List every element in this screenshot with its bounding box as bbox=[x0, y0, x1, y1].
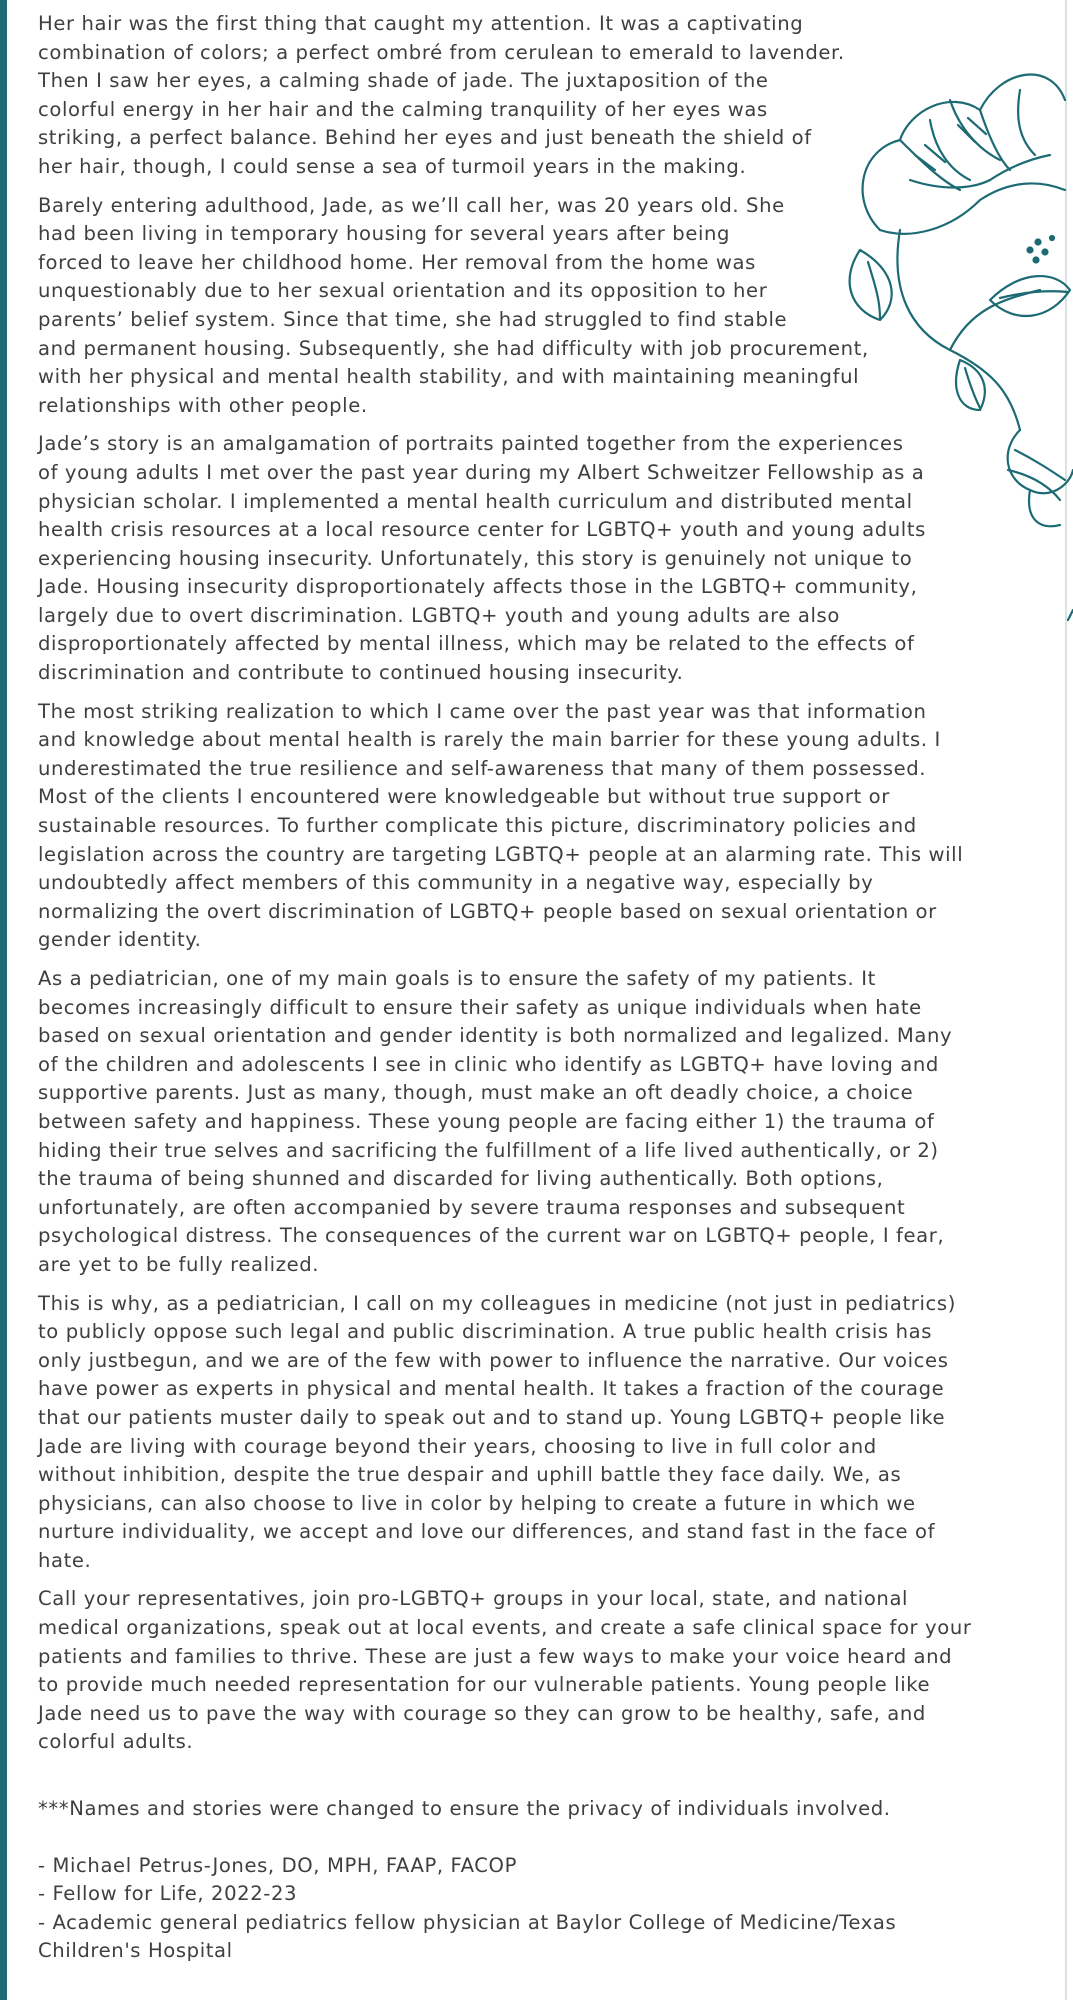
text-line: her hair, though, I could sense a sea of turmoil years in the making. bbox=[38, 154, 747, 178]
text-line: relationships with other people. bbox=[38, 393, 368, 417]
text-line: experiencing housing insecurity. Unfortunately, this story is genuinely not unique to bbox=[38, 546, 913, 570]
text-line: combination of colors; a perfect ombré from cerulean to emerald to lavender. bbox=[38, 40, 845, 64]
text-line: Her hair was the first thing that caught my attention. It was a captivating bbox=[38, 12, 804, 35]
author-affiliation-cont: Children's Hospital bbox=[38, 1939, 233, 1963]
text-line: the trauma of being shunned and discarded for living authentically. Both options, bbox=[38, 1167, 884, 1191]
spacer bbox=[38, 1767, 1066, 1795]
text-line: normalizing the overt discrimination of LGBTQ+ people based on sexual orientation or bbox=[38, 899, 937, 923]
text-line: of the children and adolescents I see in clinic who identify as LGBTQ+ have loving and bbox=[38, 1052, 939, 1076]
paragraph-2 bbox=[38, 192, 1066, 421]
text-line: The most striking realization to which I came over the past year was that information bbox=[38, 699, 927, 723]
text-line: hate. bbox=[38, 1548, 92, 1572]
text-line: patients and families to thrive. These are just a few ways to make your voice heard and bbox=[38, 1644, 953, 1668]
author-signature bbox=[38, 1852, 1066, 1966]
text-line: medical organizations, speak out at local events, and create a safe clinical space for your bbox=[38, 1616, 972, 1640]
paragraph-4 bbox=[38, 698, 1066, 955]
text-line: sustainable resources. To further complicate this picture, discriminatory policies and bbox=[38, 814, 917, 838]
paragraph-7 bbox=[38, 1585, 1066, 1757]
text-line: legislation across the country are targeting LGBTQ+ people at an alarming rate. This will bbox=[38, 842, 964, 866]
text-line: gender identity. bbox=[38, 928, 202, 952]
text-line: As a pediatrician, one of my main goals is to ensure the safety of my patients. It bbox=[38, 967, 876, 990]
text-line: discrimination and contribute to continued housing insecurity. bbox=[38, 661, 684, 685]
text-line: without inhibition, despite the true despair and uphill battle they face daily. We, as bbox=[38, 1463, 902, 1487]
text-line: unfortunately, are often accompanied by severe trauma responses and subsequent bbox=[38, 1195, 906, 1219]
text-line: health crisis resources at a local resource center for LGBTQ+ youth and young adults bbox=[38, 518, 926, 542]
spacer bbox=[38, 1824, 1066, 1852]
text-line: parents’ belief system. Since that time, she had struggled to find stable bbox=[38, 307, 788, 331]
text-line: supportive parents. Just as many, though, must make an oft deadly choice, a choice bbox=[38, 1081, 914, 1105]
text-line: Jade. Housing insecurity disproportionately affects those in the LGBTQ+ community, bbox=[38, 575, 918, 599]
text-line: colorful energy in her hair and the calming tranquility of her eyes was bbox=[38, 97, 768, 121]
text-line: and knowledge about mental health is rarely the main barrier for these young adults. I bbox=[38, 728, 941, 752]
text-line: largely due to overt discrimination. LGBTQ+ youth and young adults are also bbox=[38, 603, 840, 627]
paragraph-3 bbox=[38, 430, 1066, 687]
text-line: Most of the clients I encountered were knowledgeable but without true support or bbox=[38, 785, 890, 809]
paragraph-5 bbox=[38, 965, 1066, 1280]
text-line: nurture individuality, we accept and love our differences, and stand fast in the face of bbox=[38, 1520, 936, 1544]
text-line: Then I saw her eyes, a calming shade of jade. The juxtaposition of the bbox=[38, 69, 769, 93]
author-name: - Michael Petrus-Jones, DO, MPH, FAAP, FACOP bbox=[38, 1853, 517, 1877]
text-line: Barely entering adulthood, Jade, as we’ll call her, was 20 years old. She bbox=[38, 193, 785, 217]
text-line: Jade’s story is an amalgamation of portraits painted together from the experiences bbox=[38, 432, 904, 456]
text-line: physician scholar. I implemented a mental health curriculum and distributed mental bbox=[38, 489, 913, 513]
text-line: colorful adults. bbox=[38, 1730, 194, 1754]
text-line: to publicly oppose such legal and public discrimination. A true public health crisis has bbox=[38, 1320, 933, 1344]
text-line: Call your representatives, join pro-LGBTQ+ groups in your local, state, and national bbox=[38, 1587, 909, 1611]
text-line: striking, a perfect balance. Behind her eyes and just beneath the shield of bbox=[38, 126, 812, 150]
left-accent-rule bbox=[0, 0, 7, 2000]
text-line: physicians, can also choose to live in color by helping to create a future in which we bbox=[38, 1491, 916, 1515]
paragraph-6 bbox=[38, 1290, 1066, 1576]
text-line: Jade need us to pave the way with courage so they can grow to be healthy, safe, and bbox=[38, 1701, 926, 1725]
text-line: underestimated the true resilience and self-awareness that many of them possessed. bbox=[38, 756, 927, 780]
text-line: This is why, as a pediatrician, I call on my colleagues in medicine (not just in pediatrics) bbox=[38, 1291, 956, 1315]
text-line: that our patients muster daily to speak out and to stand up. Young LGBTQ+ people like bbox=[38, 1405, 946, 1429]
text-line: becomes increasingly difficult to ensure their safety as unique individuals when hate bbox=[38, 995, 922, 1019]
author-affiliation: - Academic general pediatrics fellow physician at Baylor College of Medicine/Texas bbox=[38, 1910, 897, 1934]
text-line: have power as experts in physical and mental health. It takes a fraction of the courage bbox=[38, 1377, 945, 1401]
text-line: and permanent housing. Subsequently, she had difficulty with job procurement, bbox=[38, 336, 869, 360]
text-line: undoubtedly affect members of this community in a negative way, especially by bbox=[38, 871, 874, 895]
text-line: to provide much needed representation for our vulnerable patients. Young people like bbox=[38, 1673, 931, 1697]
text-line: unquestionably due to her sexual orientation and its opposition to her bbox=[38, 279, 768, 303]
text-line: Jade are living with courage beyond their years, choosing to live in full color and bbox=[38, 1434, 877, 1458]
text-line: hiding their true selves and sacrificing the fulfillment of a life lived authentically, or 2) bbox=[38, 1138, 939, 1162]
text-line: psychological distress. The consequences of the current war on LGBTQ+ people, I fear, bbox=[38, 1224, 945, 1248]
privacy-note: ***Names and stories were changed to ensure the privacy of individuals involved. bbox=[38, 1797, 891, 1821]
paragraph-1 bbox=[38, 10, 1066, 182]
text-line: disproportionately affected by mental illness, which may be related to the effects of bbox=[38, 632, 915, 656]
text-line: with her physical and mental health stability, and with maintaining meaningful bbox=[38, 365, 860, 389]
article-body bbox=[38, 10, 1066, 1966]
text-line: had been living in temporary housing for several years after being bbox=[38, 222, 731, 246]
text-line: based on sexual orientation and gender identity is both normalized and legalized. Many bbox=[38, 1024, 953, 1048]
text-line: only justbegun, and we are of the few with power to influence the narrative. Our voices bbox=[38, 1348, 949, 1372]
text-line: between safety and happiness. These young people are facing either 1) the trauma of bbox=[38, 1109, 935, 1133]
text-line: forced to leave her childhood home. Her removal from the home was bbox=[38, 250, 756, 274]
text-line: of young adults I met over the past year during my Albert Schweitzer Fellowship as a bbox=[38, 460, 925, 484]
author-fellowship: - Fellow for Life, 2022-23 bbox=[38, 1882, 298, 1906]
text-line: are yet to be fully realized. bbox=[38, 1252, 320, 1276]
